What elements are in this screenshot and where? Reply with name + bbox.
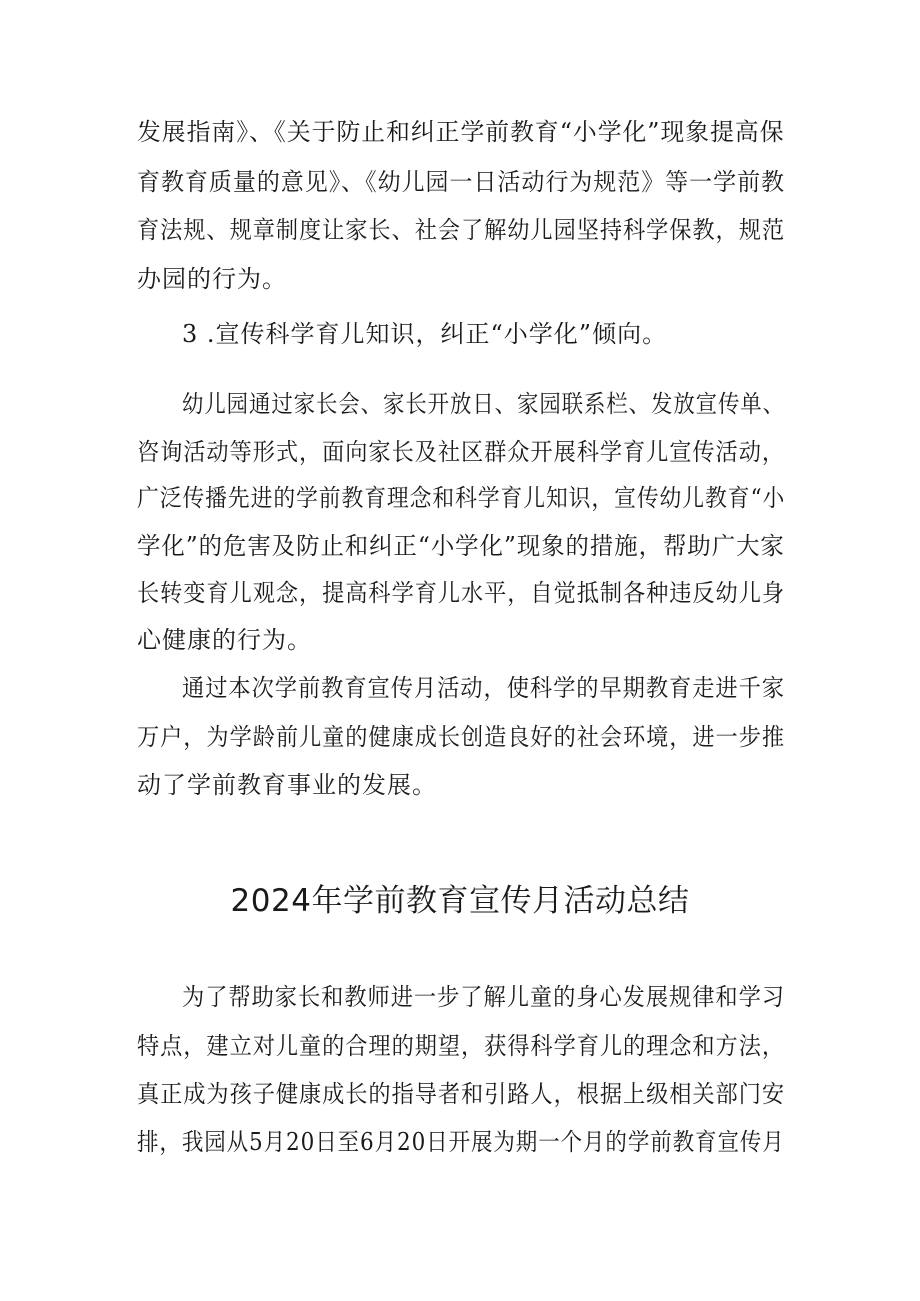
paragraph-line: 幼儿园通过家长会、家长开放日、家园联系栏、发放宣传单、	[182, 390, 785, 418]
document-title: 2024年学前教育宣传月活动总结	[230, 883, 690, 919]
paragraph-line: 发展指南》、《关于防止和纠正学前教育“小学化”现象提高保	[137, 118, 785, 146]
paragraph-line: 特点，建立对儿童的合理的期望，获得科学育儿的理念和方法，	[137, 1032, 785, 1060]
paragraph-line: 广泛传播先进的学前教育理念和科学育儿知识，宣传幼儿教育“小	[137, 484, 786, 512]
paragraph-line: 咨询活动等形式，面向家长及社区群众开展科学育儿宣传活动，	[137, 438, 785, 466]
paragraph-line: 排，我园从5月20日至6月20日开展为期一个月的学前教育宣传月	[137, 1128, 785, 1156]
paragraph-line: 办园的行为。	[137, 265, 287, 293]
paragraph-line: 万户，为学龄前儿童的健康成长创造良好的社会环境，进一步推	[137, 723, 785, 751]
paragraph-line: 心健康的行为。	[137, 626, 312, 654]
paragraph-line: 长转变育儿观念，提高科学育儿水平，自觉抵制各种违反幼儿身	[137, 579, 785, 607]
paragraph-line: 真正成为孩子健康成长的指导者和引路人，根据上级相关部门安	[137, 1080, 785, 1108]
paragraph-line: 学化”的危害及防止和纠正“小学化”现象的措施，帮助广大家	[137, 532, 785, 560]
paragraph-line: 动了学前教育事业的发展。	[137, 771, 437, 799]
paragraph-line: 为了帮助家长和教师进一步了解儿童的身心发展规律和学习	[182, 983, 786, 1011]
paragraph-line: 通过本次学前教育宣传月活动，使科学的早期教育走进千家	[182, 674, 786, 702]
paragraph-line: 育法规、规章制度让家长、社会了解幼儿园坚持科学保教，规范	[137, 216, 785, 244]
paragraph-line: 育教育质量的意见》、《幼儿园一日活动行为规范》等一学前教	[137, 168, 786, 196]
subheading: 3 .宣传科学育儿知识，纠正“小学化”倾向。	[182, 320, 668, 348]
